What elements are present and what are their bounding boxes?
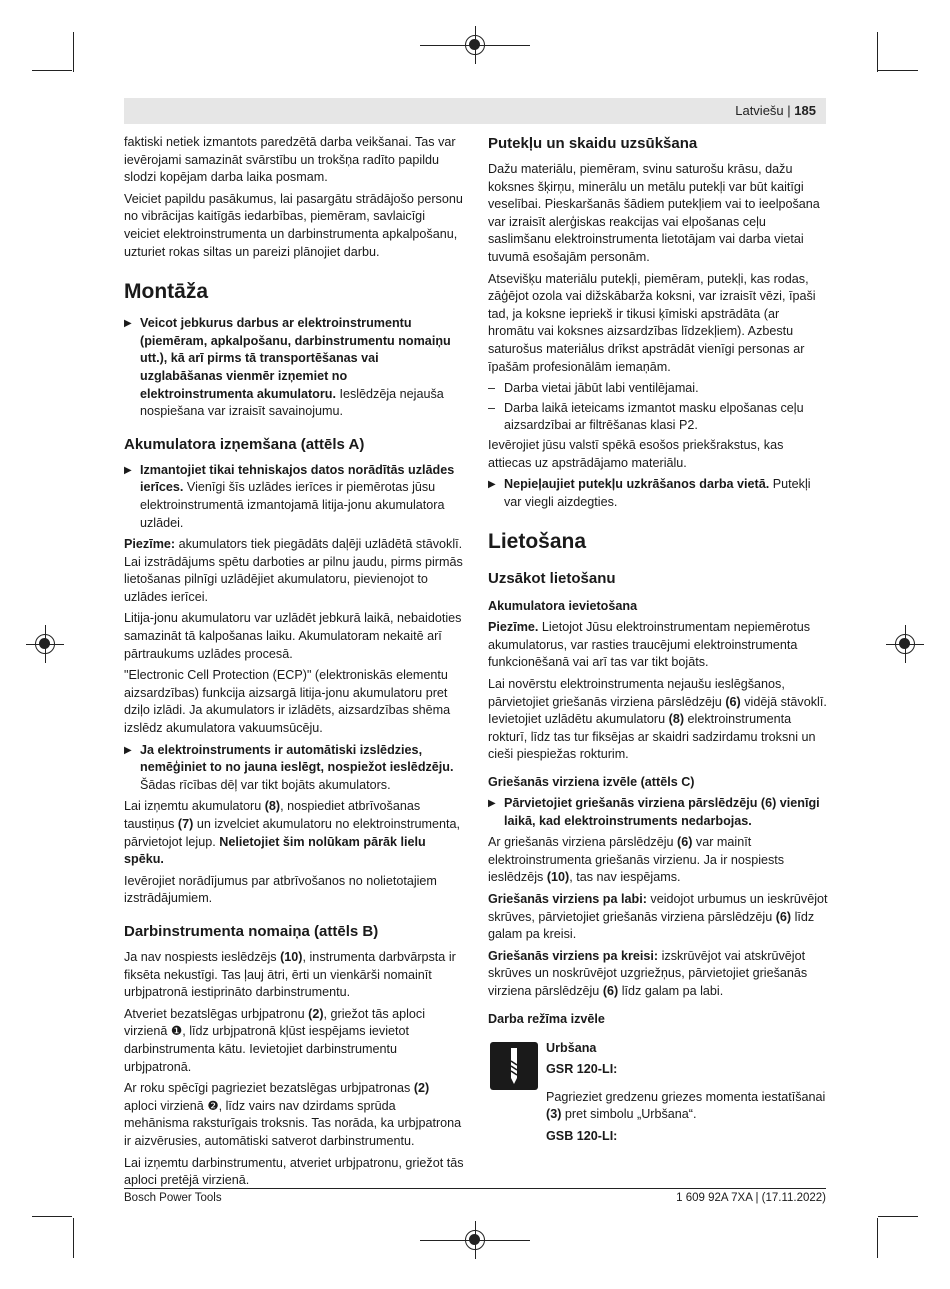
text-span: , tas nav iespējams.: [569, 870, 681, 885]
paragraph: [488, 948, 828, 1001]
dash-symbol: –: [488, 381, 496, 396]
ref-number: (6): [602, 983, 619, 998]
paragraph: [124, 798, 464, 868]
note-label: Piezīme.: [488, 620, 539, 635]
ref-number: (8): [668, 712, 685, 727]
bullet-arrow-icon: ▶: [124, 318, 132, 330]
bullet-bold-text: Veicot jebkurus darbus ar elektroinstrumentu (piemēram, apkalpošanu, darbinstrumentu nomaiņu utt.), kā arī pirms tā transportēšanas vai uzglabāšanas vienmēr izņemiet no elektroinstrumenta akumulatoru.: [140, 316, 451, 401]
header-separator: |: [787, 103, 791, 118]
dash-symbol: –: [488, 400, 496, 415]
crop-mark: [73, 32, 74, 72]
crop-mark: [32, 70, 72, 71]
right-column: [488, 134, 828, 1146]
text-span: elektroinstrumenta rokturī, līdz tas tur fiksējas ar skaidri sadzirdamu troksni un cieši piespiežas rokturim.: [488, 712, 816, 762]
paragraph: Ievērojiet norādījumus par atbrīvošanos no nolietotajiem izstrādājumiem.: [124, 873, 437, 906]
footer-brand: Bosch Power Tools: [124, 1192, 222, 1204]
paragraph: Veiciet papildu pasākumus, lai pasargātu strādājošo personu no vibrācijas kaitīgās iedarbības, piemēram, savlaicīgi veiciet elektroinstrumenta un darbinstrumenta apkalpošanu, uzturiet rokas siltas un pareizi plānojiet darbu.: [124, 191, 463, 259]
drill-bit-icon: [490, 1042, 538, 1090]
crop-mark: [877, 1218, 878, 1258]
header-text: [735, 103, 816, 118]
ref-number: (2): [413, 1081, 430, 1096]
ref-number: (8): [264, 799, 281, 814]
dash-text: Darba laikā ieteicams izmantot masku elpošanas ceļu aizsardzībai ar filtrēšanas klasi P2.: [504, 400, 804, 433]
registration-mark-top: [465, 35, 485, 55]
bullet-arrow-icon: ▶: [488, 798, 496, 810]
paragraph: Litija-jonu akumulatoru var uzlādēt jebkurā laikā, nebaidoties samazināt tā kalpošanas laiku. Akumulatoram nekaitē arī pārtraukums uzlādes procesā.: [124, 611, 462, 661]
heading-lietosana: Lietošana: [488, 530, 587, 554]
warning-bullet: [488, 795, 828, 830]
paragraph: "Electronic Cell Protection (ECP)" (elektroniskās elementu aizsardzības) funkcija aizsargā litija-jonu akumulatoru pret dziļo izlādi. Ja akumulators ir izlādēts, aizsardzības shēma izslēdz akumulatora vakuumsūcēju.: [124, 668, 451, 736]
direction-2-icon: ❷: [207, 1098, 219, 1113]
paragraph: [124, 1080, 464, 1150]
bullet-arrow-icon: ▶: [488, 479, 496, 491]
left-column: [124, 134, 464, 1194]
bullet-bold-text: Ja elektroinstruments ir automātiski izslēdzies, nemēģiniet to no jauna ieslēgt, nospiežot ieslēdzēju.: [140, 742, 454, 775]
crop-mark: [877, 32, 878, 72]
text-span: vidējā stāvoklī. Ievietojiet uzlādētu akumulatoru: [488, 694, 827, 727]
paragraph: Lai izņemtu darbinstrumentu, atveriet urbjpatronu, griežot tās aploci pretējā virzienā.: [124, 1155, 464, 1188]
text-span: Atveriet bezatslēgas urbjpatronu: [124, 1006, 305, 1021]
bullet-bold-text: Izmantojiet tikai tehniskajos datos norādītās uzlādes ierīces.: [140, 462, 455, 495]
warning-bullet: [124, 742, 464, 795]
page-header: [124, 98, 826, 124]
crop-mark: [73, 1218, 74, 1258]
registration-mark-bottom: [465, 1230, 485, 1250]
paragraph: [124, 949, 464, 1002]
crop-mark: [878, 1216, 918, 1217]
model-label: GSR 120-LI:: [546, 1062, 618, 1077]
page-number: 185: [794, 103, 816, 118]
warning-bullet: [124, 315, 464, 421]
ref-number: (3): [546, 1107, 562, 1122]
text-span: Lai izņemtu akumulatoru: [124, 799, 262, 814]
paragraph: [124, 1006, 464, 1076]
heading-montaza: Montāža: [124, 280, 208, 304]
warning-bullet: [488, 476, 828, 511]
bullet-text: Vienīgi šīs uzlādes ierīces ir piemērotas jūsu elektroinstrumentā izmantojamā litija-jonu akumulatora uzlādei.: [140, 480, 445, 530]
text-span: Ar griešanās virziena pārslēdzēju: [488, 835, 674, 850]
text-span: un izvelciet akumulatoru no elektroinstrumenta, pārvietojot lejup.: [124, 817, 461, 849]
note-text: Lietojot Jūsu elektroinstrumentam nepiemērotus akumulatorus, var rasties traucējumi elektroinstrumenta funkcionēšanā vai arī tas var tikt bojāts.: [488, 620, 811, 670]
bullet-arrow-icon: ▶: [124, 464, 132, 476]
bullet-arrow-icon: ▶: [124, 744, 132, 756]
text-span: , līdz vairs nav dzirdams sprūda mehānisma raksturīgais troksnis. Tas norāda, ka urbjpatrona ir aizvērusies, automātiski satverot darbinstrumentu.: [124, 1098, 462, 1148]
bullet-bold-text: Nepieļaujiet putekļu uzkrāšanos darba vietā.: [504, 477, 770, 492]
text-span: izskrūvējot vai atskrūvējot skrūves un noskrūvējot uzgriežņus, pārvietojiet griešanās virziena pārslēdzēju: [488, 948, 808, 998]
paragraph: faktiski netiek izmantots paredzētā darba veikšanai. Tas var ievērojami samazināt svārstību un trokšņa radīto papildu slodzi kopējam darba laika posmam.: [124, 135, 456, 185]
text-span: Ar roku spēcīgi pagrieziet bezatslēgas urbjpatronas: [124, 1081, 411, 1096]
text-span: pret simbolu „Urbšana“.: [564, 1107, 697, 1122]
footer-doc-id: 1 609 92A 7XA | (17.11.2022): [676, 1192, 826, 1204]
paragraph: [488, 834, 828, 887]
paragraph: [488, 676, 828, 764]
ref-number: (6): [677, 835, 693, 850]
text-span: Pagrieziet gredzenu griezes momenta iestatīšanai: [546, 1089, 826, 1104]
bold-label: Griešanās virziens pa kreisi:: [488, 948, 659, 963]
registration-mark-right: [895, 634, 915, 654]
paragraph: [488, 891, 828, 944]
header-language: Latviešu: [735, 103, 784, 118]
mode-drilling: [488, 1040, 828, 1146]
text-span: līdz galam pa kreisi.: [488, 909, 815, 942]
paragraph: Atsevišķu materiālu putekļi, piemēram, putekļi, kas rodas, zāģējot ozola vai dižskābarža koksni, var izraisīt vēzi, īpaši tad, ja koksne iepriekš ir tikusi ķīmiski apstrādāta (ar hromātu vai koksnes aizsardzības līdzekļiem). Azbestu saturošus materiālus drīkst apstrādāt vienīgi personas ar īpašām profesionālām iemaņām.: [488, 271, 816, 374]
paragraph: Ievērojiet jūsu valstī spēkā esošos priekšrakstus, kas attiecas uz apstrādājamo materiālu.: [488, 437, 784, 470]
bullet-text: Ieslēdzēja nejauša nospiešana var izraisīt savainojumu.: [140, 386, 444, 419]
heading-griesanas-virziena-izvele: Griešanās virziena izvēle (attēls C): [488, 775, 695, 790]
ref-number: (2): [308, 1006, 324, 1021]
paragraph: Dažu materiālu, piemēram, svinu saturošu krāsu, dažu koksnes šķirņu, minerālu un metālu putekļi var būt kaitīgi veselībai. Pieskaršanās šādiem putekļiem vai to ieelpošana var izraisīt alerģiskas reakcijas vai elpošanas ceļu saslimšanu elektroinstrumenta lietotājam vai darba vietai tuvumā esošajām personām.: [488, 162, 820, 264]
direction-1-icon: ❶: [170, 1024, 183, 1039]
text-span: , griežot tās aploci virzienā: [124, 1006, 426, 1039]
dash-text: Darba vietai jābūt labi ventilējamai.: [504, 381, 699, 396]
heading-darba-rezima-izvele: Darba režīma izvēle: [488, 1011, 605, 1026]
bold-text: Nelietojiet šim nolūkam pārāk lielu spēku.: [124, 834, 426, 867]
dash-item: [488, 380, 828, 398]
heading-akumulatora-iznemsana: Akumulatora izņemšana (attēls A): [124, 435, 365, 453]
paragraph: [546, 1089, 828, 1124]
paragraph: [124, 536, 464, 606]
ref-number: (6): [775, 909, 792, 924]
text-span: līdz galam pa labi.: [621, 983, 724, 998]
text-span: Lai novērstu elektroinstrumenta nejaušu ieslēgšanos, pārvietojiet griešanās virziena pārslēdzēju: [488, 677, 785, 709]
bullet-text: Šādas rīcības dēļ var tikt bojāts akumulators.: [140, 777, 391, 792]
ref-number: (10): [546, 870, 570, 885]
ref-number: (6): [725, 694, 741, 709]
dash-item: [488, 400, 828, 435]
note-label: Piezīme:: [124, 537, 176, 552]
registration-mark-left: [35, 634, 55, 654]
bullet-bold-text: Pārvietojiet griešanās virziena pārslēdzēju (6) vienīgi laikā, kad elektroinstruments nedarbojas.: [504, 796, 820, 828]
bullet-text: Putekļi var viegli aizdegties.: [504, 477, 811, 509]
heading-puteklu-uzsuksana: Putekļu un skaidu uzsūkšana: [488, 135, 698, 152]
paragraph: [488, 619, 828, 672]
text-span: veidojot urbumus un ieskrūvējot skrūves, pārvietojiet griešanās virziena pārslēdzēju: [488, 892, 828, 924]
mode-title: Urbšana: [546, 1040, 597, 1055]
model-label: GSB 120-LI:: [546, 1128, 618, 1143]
crop-mark: [32, 1216, 72, 1217]
bold-label: Griešanās virziens pa labi:: [488, 892, 647, 906]
ref-number: (10): [280, 949, 303, 964]
heading-akumulatora-ievietosana: Akumulatora ievietošana: [488, 599, 638, 614]
text-span: , instrumenta darbvārpsta ir fiksēta nekustīgi. Tas ļauj ātri, ērti un vienkārši nomainīt urbjpatronā iestiprināto darbinstrumentu.: [124, 949, 456, 1000]
footer-divider: [124, 1188, 826, 1189]
ref-number: (7): [177, 817, 194, 831]
text-span: aploci virzienā: [124, 1098, 204, 1113]
warning-bullet: [124, 462, 464, 532]
heading-uzsakot-lietosanu: Uzsākot lietošanu: [488, 570, 616, 588]
text-span: , nospiediet atbrīvošanas taustiņus: [124, 799, 421, 831]
note-text: akumulators tiek piegādāts daļēji uzlādētā stāvoklī. Lai izstrādājums spētu darboties ar pilnu jaudu, pirms pirmās lietošanas pilnīgi uzlādējiet akumulatoru, pievienojot to uzlādes ierīcei.: [124, 537, 463, 604]
crop-mark: [878, 70, 918, 71]
text-span: , līdz urbjpatronā kļūst iespējams ievietot darbinstrumenta kātu. Ievietojiet darbinstrumentu urbjpatronā.: [124, 1024, 410, 1074]
text-span: var mainīt elektroinstrumenta griešanās virzienu. Ja ir nospiests ieslēdzējs: [488, 835, 785, 885]
text-span: Ja nav nospiests ieslēdzējs: [124, 949, 277, 964]
heading-darbinstrumenta-nomaina: Darbinstrumenta nomaiņa (attēls B): [124, 922, 379, 940]
